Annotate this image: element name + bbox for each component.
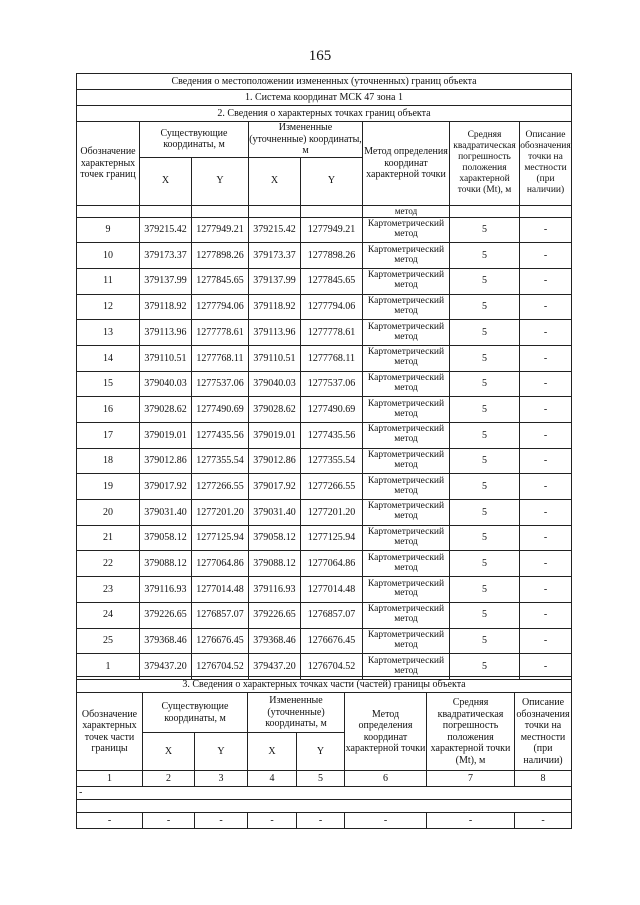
description: - (520, 320, 572, 346)
point-number: 11 (77, 268, 140, 294)
coordinate-system-heading: 1. Система координат МСК 47 зона 1 (77, 90, 572, 106)
changed-y: 1276676.45 (301, 628, 363, 654)
accuracy: 5 (450, 294, 520, 320)
method: Картометрический метод (363, 397, 450, 423)
changed-coords-header: Измененные (уточненные) координаты, м (249, 122, 362, 156)
existing-y: 1277014.48 (192, 577, 249, 603)
empty-cell: - (427, 813, 515, 829)
y-header: Y (195, 733, 248, 771)
point-number: 9 (77, 217, 140, 243)
existing-x: 379028.62 (140, 397, 192, 423)
column-number: 3 (195, 771, 248, 787)
point-number: 13 (77, 320, 140, 346)
existing-x: 379173.37 (140, 243, 192, 269)
changed-y: 1276704.52 (301, 654, 363, 680)
empty-cell: - (248, 813, 297, 829)
changed-x: 379368.46 (249, 628, 301, 654)
changed-y: 1276857.07 (301, 602, 363, 628)
y-header: Y (297, 733, 345, 771)
changed-x: 379017.92 (249, 474, 301, 500)
description: - (520, 654, 572, 680)
x-header: X (143, 733, 195, 771)
part-boundary-points-table (76, 676, 572, 829)
table-row (77, 602, 572, 628)
description: - (520, 448, 572, 474)
existing-y: 1277898.26 (192, 243, 249, 269)
existing-coords-header: Существующие координаты, м (143, 693, 248, 733)
changed-y: 1277490.69 (301, 397, 363, 423)
table-row (77, 448, 572, 474)
changed-x: 379110.51 (249, 345, 301, 371)
description: - (520, 268, 572, 294)
existing-x: 379113.96 (140, 320, 192, 346)
description: - (520, 243, 572, 269)
existing-x: 379226.65 (140, 602, 192, 628)
empty-cell: - (143, 813, 195, 829)
empty-cell: - (515, 813, 572, 829)
method: Картометрический метод (363, 474, 450, 500)
column-number: 2 (143, 771, 195, 787)
description: - (520, 397, 572, 423)
description: - (520, 525, 572, 551)
description: - (520, 217, 572, 243)
point-number: 25 (77, 628, 140, 654)
existing-y: 1277768.11 (192, 345, 249, 371)
x-header: X (249, 157, 301, 205)
point-number: 10 (77, 243, 140, 269)
dash-row: - (77, 787, 572, 800)
table-row (77, 423, 572, 449)
method: Картометрический метод (363, 320, 450, 346)
table-row (77, 294, 572, 320)
accuracy: 5 (450, 320, 520, 346)
changed-coords-header: Измененные (уточненные) координаты, м (248, 693, 345, 733)
point-number: 18 (77, 448, 140, 474)
description: - (520, 294, 572, 320)
description-header: Описание обозначения точки на местности (при наличии) (520, 122, 572, 206)
existing-x: 379215.42 (140, 217, 192, 243)
method: Картометрический метод (363, 654, 450, 680)
changed-y: 1277014.48 (301, 577, 363, 603)
accuracy: 5 (450, 628, 520, 654)
existing-x: 379118.92 (140, 294, 192, 320)
table-row (77, 268, 572, 294)
changed-x: 379118.92 (249, 294, 301, 320)
section-2-heading: 2. Сведения о характерных точках границ объекта (77, 106, 572, 122)
existing-x: 379058.12 (140, 525, 192, 551)
empty-cell: - (195, 813, 248, 829)
changed-y: 1277125.94 (301, 525, 363, 551)
method: Картометрический метод (363, 217, 450, 243)
point-number: 17 (77, 423, 140, 449)
changed-y: 1277845.65 (301, 268, 363, 294)
method: Картометрический метод (363, 268, 450, 294)
point-number: 15 (77, 371, 140, 397)
changed-x: 379031.40 (249, 500, 301, 526)
existing-y: 1277778.61 (192, 320, 249, 346)
point-header: Обозначение характерных точек границ (77, 122, 140, 206)
point-number: 21 (77, 525, 140, 551)
changed-x: 379116.93 (249, 577, 301, 603)
existing-y: 1277845.65 (192, 268, 249, 294)
existing-y: 1277435.56 (192, 423, 249, 449)
changed-y: 1277064.86 (301, 551, 363, 577)
existing-y: 1276857.07 (192, 602, 249, 628)
accuracy: 5 (450, 243, 520, 269)
table-row (77, 628, 572, 654)
method-overflow-text: метод (363, 205, 450, 217)
description: - (520, 551, 572, 577)
changed-x: 379173.37 (249, 243, 301, 269)
x-header: X (140, 157, 192, 205)
column-number: 8 (515, 771, 572, 787)
changed-y: 1277537.06 (301, 371, 363, 397)
method-header: Метод определения координат характерной точки (345, 693, 427, 771)
boundary-points-table (76, 73, 572, 680)
existing-x: 379088.12 (140, 551, 192, 577)
existing-y: 1277794.06 (192, 294, 249, 320)
point-header: Обозначение характерных точек части границы (77, 693, 143, 771)
description: - (520, 628, 572, 654)
method: Картометрический метод (363, 371, 450, 397)
existing-y: 1277537.06 (192, 371, 249, 397)
point-number: 20 (77, 500, 140, 526)
existing-x: 379116.93 (140, 577, 192, 603)
existing-y: 1277949.21 (192, 217, 249, 243)
changed-x: 379040.03 (249, 371, 301, 397)
page-number: 165 (308, 48, 332, 64)
accuracy: 5 (450, 551, 520, 577)
changed-x: 379137.99 (249, 268, 301, 294)
point-number: 22 (77, 551, 140, 577)
changed-x: 379437.20 (249, 654, 301, 680)
y-header: Y (192, 157, 249, 205)
description: - (520, 371, 572, 397)
changed-x: 379058.12 (249, 525, 301, 551)
changed-x: 379019.01 (249, 423, 301, 449)
method: Картометрический метод (363, 423, 450, 449)
table-row (77, 371, 572, 397)
accuracy: 5 (450, 268, 520, 294)
existing-x: 379031.40 (140, 500, 192, 526)
changed-y: 1277778.61 (301, 320, 363, 346)
accuracy: 5 (450, 448, 520, 474)
existing-x: 379368.46 (140, 628, 192, 654)
accuracy: 5 (450, 525, 520, 551)
method: Картометрический метод (363, 628, 450, 654)
x-header: X (248, 733, 297, 771)
table-row (77, 397, 572, 423)
table-row (77, 577, 572, 603)
table-row (77, 525, 572, 551)
empty-cell: - (345, 813, 427, 829)
table-row (77, 217, 572, 243)
method: Картометрический метод (363, 448, 450, 474)
description-header: Описание обозначения точки на местности (при наличии) (515, 693, 572, 771)
column-number: 1 (77, 771, 143, 787)
accuracy: 5 (450, 577, 520, 603)
accuracy-header: Средняя квадратическая погрешность положения характерной точки (Mt), м (427, 693, 515, 771)
existing-y: 1277064.86 (192, 551, 249, 577)
existing-y: 1276676.45 (192, 628, 249, 654)
table-row (77, 320, 572, 346)
description: - (520, 602, 572, 628)
changed-x: 379215.42 (249, 217, 301, 243)
existing-x: 379437.20 (140, 654, 192, 680)
method: Картометрический метод (363, 525, 450, 551)
table-row (77, 474, 572, 500)
point-number: 14 (77, 345, 140, 371)
point-number: 23 (77, 577, 140, 603)
section-3-heading: 3. Сведения о характерных точках части (частей) границы объекта (77, 677, 572, 693)
accuracy: 5 (450, 217, 520, 243)
empty-cell: - (297, 813, 345, 829)
table-row (77, 551, 572, 577)
existing-coords-header: Существующие координаты, м (140, 122, 249, 158)
changed-x: 379113.96 (249, 320, 301, 346)
accuracy: 5 (450, 602, 520, 628)
accuracy-header: Средняя квадратическая погрешность положения характерной точки (Mt), м (450, 122, 520, 206)
changed-x: 379028.62 (249, 397, 301, 423)
accuracy: 5 (450, 371, 520, 397)
point-number: 24 (77, 602, 140, 628)
changed-y: 1277201.20 (301, 500, 363, 526)
changed-y: 1277355.54 (301, 448, 363, 474)
existing-y: 1277355.54 (192, 448, 249, 474)
existing-x: 379012.86 (140, 448, 192, 474)
existing-y: 1277201.20 (192, 500, 249, 526)
column-number: 6 (345, 771, 427, 787)
method: Картометрический метод (363, 551, 450, 577)
y-header: Y (301, 157, 363, 205)
existing-y: 1276704.52 (192, 654, 249, 680)
method: Картометрический метод (363, 577, 450, 603)
method: Картометрический метод (363, 500, 450, 526)
method: Картометрический метод (363, 243, 450, 269)
description: - (520, 423, 572, 449)
accuracy: 5 (450, 423, 520, 449)
existing-y: 1277125.94 (192, 525, 249, 551)
point-number: 19 (77, 474, 140, 500)
changed-y: 1277949.21 (301, 217, 363, 243)
method-header: Метод определения координат характерной точки (363, 122, 450, 206)
point-number: 1 (77, 654, 140, 680)
changed-y: 1277794.06 (301, 294, 363, 320)
document-title: Сведения о местоположении измененных (уточненных) границ объекта (77, 74, 572, 90)
changed-x: 379012.86 (249, 448, 301, 474)
method: Картометрический метод (363, 602, 450, 628)
accuracy: 5 (450, 654, 520, 680)
existing-x: 379137.99 (140, 268, 192, 294)
table-row (77, 243, 572, 269)
accuracy: 5 (450, 474, 520, 500)
column-number: 5 (297, 771, 345, 787)
accuracy: 5 (450, 500, 520, 526)
column-number: 4 (248, 771, 297, 787)
existing-x: 379040.03 (140, 371, 192, 397)
method: Картометрический метод (363, 294, 450, 320)
method: Картометрический метод (363, 345, 450, 371)
changed-x: 379226.65 (249, 602, 301, 628)
point-number: 16 (77, 397, 140, 423)
changed-y: 1277898.26 (301, 243, 363, 269)
changed-y: 1277435.56 (301, 423, 363, 449)
description: - (520, 345, 572, 371)
changed-y: 1277266.55 (301, 474, 363, 500)
accuracy: 5 (450, 397, 520, 423)
table-row (77, 345, 572, 371)
accuracy: 5 (450, 345, 520, 371)
existing-x: 379017.92 (140, 474, 192, 500)
table-row (77, 500, 572, 526)
existing-y: 1277490.69 (192, 397, 249, 423)
changed-y: 1277768.11 (301, 345, 363, 371)
existing-y: 1277266.55 (192, 474, 249, 500)
point-number: 12 (77, 294, 140, 320)
changed-x: 379088.12 (249, 551, 301, 577)
description: - (520, 500, 572, 526)
description: - (520, 474, 572, 500)
existing-x: 379110.51 (140, 345, 192, 371)
empty-cell: - (77, 813, 143, 829)
column-number: 7 (427, 771, 515, 787)
description: - (520, 577, 572, 603)
existing-x: 379019.01 (140, 423, 192, 449)
